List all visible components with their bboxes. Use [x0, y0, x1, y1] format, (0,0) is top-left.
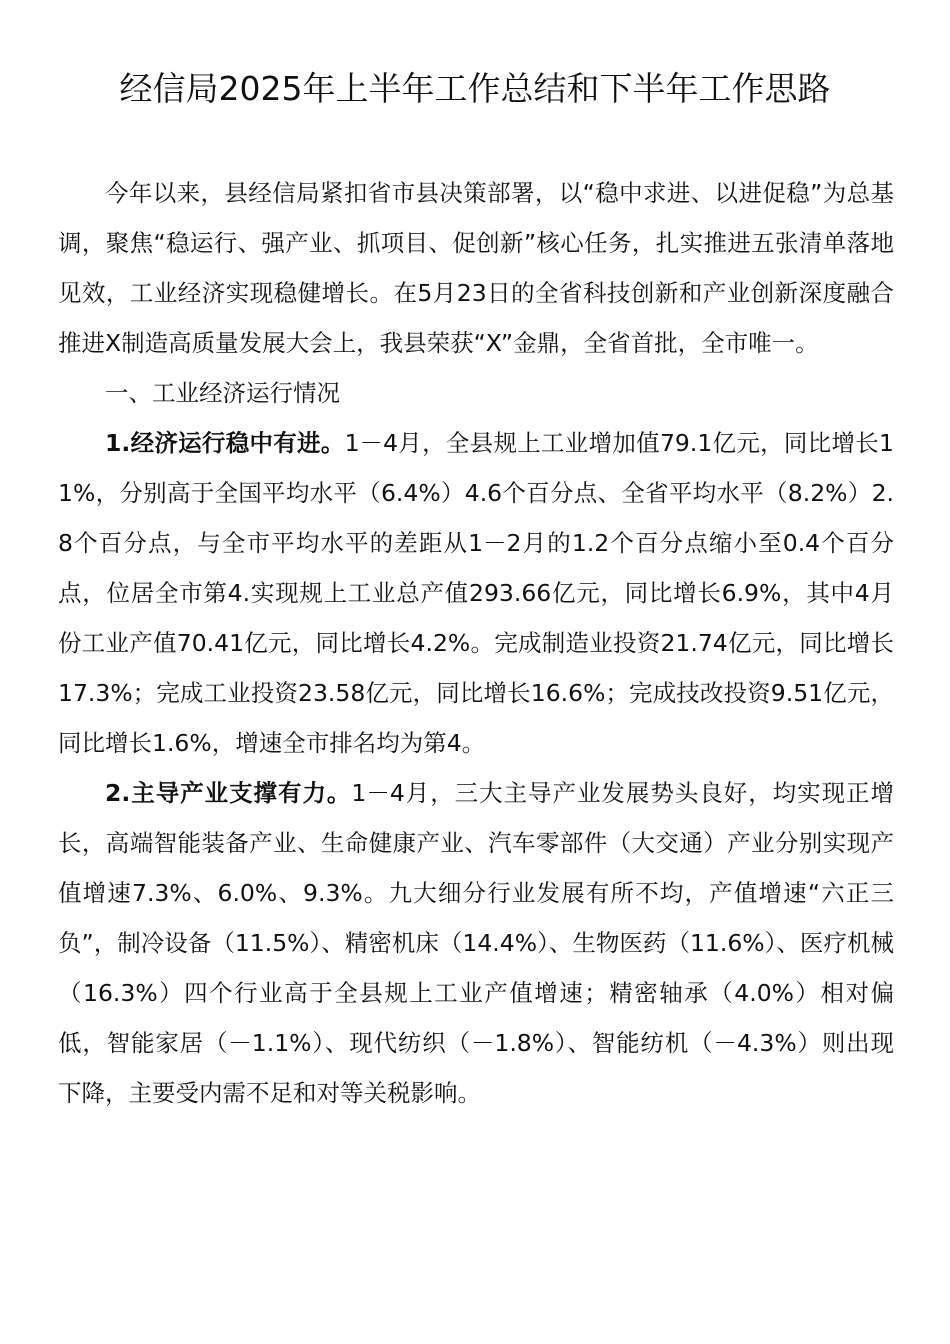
intro-paragraph: 今年以来，县经信局紧扣省市县决策部署，以“稳中求进、以进促稳”为总基调，聚焦“稳运行、强产业、抓项目、促创新”核心任务，扎实推进五张清单落地见效，工业经济实现稳健增长。在5月23日的全省科技创新和产业创新深度融合推进X制造高质量发展大会上，我县荣获“X”金鼎，全省首批，全市唯一。: [58, 179, 894, 357]
paragraph-leading-industries: [58, 768, 894, 1118]
document-title: 经信局2025年上半年工作总结和下半年工作思路: [119, 69, 831, 108]
paragraph-economic-operation: [58, 418, 894, 768]
paragraph-text-leading-industries: 1－4月，三大主导产业发展势头良好，均实现正增长，高端智能装备产业、生命健康产业、汽车零部件（大交通）产业分别实现产值增速7.3%、6.0%、9.3%。九大细分行业发展有所不均，产值增速“六正三负”，制冷设备（11.5%）、精密机床（14.4%）、生物医药（11.6%）、医疗机械（16.3%）四个行业高于全县规上工业产值增速；精密轴承（4.0%）相对偏低，智能家居（－1.1%）、现代纺织（－1.8%）、智能纺机（－4.3%）则出现下降，主要受内需不足和对等关税影响。: [58, 779, 895, 1107]
paragraph-lead-leading-industries: 2.主导产业支撑有力。: [105, 779, 352, 807]
section-heading-industrial-economy: 一、工业经济运行情况: [105, 379, 340, 407]
paragraph-lead-economic-operation: 1.经济运行稳中有进。: [105, 429, 345, 457]
paragraph-text-economic-operation: 1－4月，全县规上工业增加值79.1亿元，同比增长11%，分别高于全国平均水平（6.4%）4.6个百分点、全省平均水平（8.2%）2.8个百分点，与全市平均水平的差距从1－2月的1.2个百分点缩小至0.4个百分点，位居全市第4.实现规上工业总产值293.66亿元，同比增长6.9%，其中4月份工业产值70.41亿元，同比增长4.2%。完成制造业投资21.74亿元，同比增长17.3%；完成工业投资23.58亿元，同比增长16.6%；完成技改投资9.51亿元，同比增长1.6%，增速全市排名均为第4。: [58, 429, 894, 757]
document-body: [58, 168, 894, 1118]
